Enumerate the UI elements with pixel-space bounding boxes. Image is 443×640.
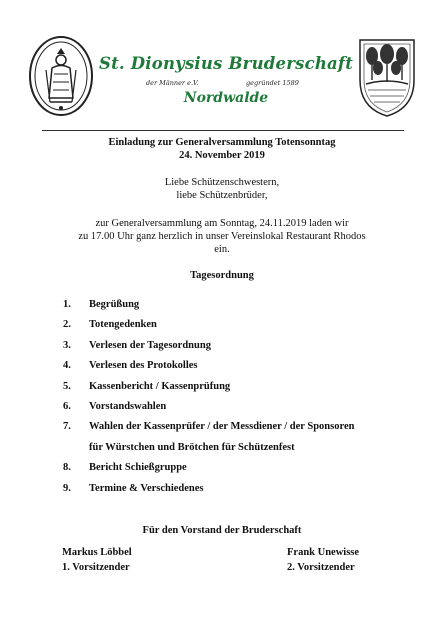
signer-role: 2. Vorsitzender bbox=[287, 562, 355, 573]
signer-name: Markus Löbbel bbox=[62, 547, 132, 558]
org-name: St. Dionysius Bruderschaft bbox=[98, 54, 354, 73]
signature-left bbox=[62, 545, 132, 575]
agenda-item-text: Begrüßung bbox=[89, 299, 140, 310]
saint-seal-icon bbox=[26, 34, 96, 118]
agenda-item-number: 2. bbox=[63, 319, 71, 331]
greeting-line-1: Liebe Schützenschwestern, bbox=[164, 177, 280, 188]
agenda-item bbox=[60, 359, 420, 379]
agenda-item-number: 6. bbox=[63, 400, 71, 412]
agenda-item-text: Bericht Schießgruppe bbox=[89, 462, 187, 474]
org-city: Nordwalde bbox=[183, 90, 269, 106]
agenda-item-number: 3. bbox=[63, 339, 71, 351]
heading-date: 24. November 2019 bbox=[179, 150, 265, 161]
agenda-item bbox=[60, 318, 420, 338]
agenda-title: Tagesordnung bbox=[190, 270, 254, 281]
agenda-item bbox=[60, 339, 420, 359]
agenda-item-text: Wahlen der Kassenprüfer / der Messdiener / der Sponsoren bbox=[89, 421, 355, 433]
signature-heading: Für den Vorstand der Bruderschaft bbox=[142, 525, 302, 536]
greeting bbox=[40, 176, 404, 202]
header-divider bbox=[42, 130, 404, 131]
signer-role: 1. Vorsitzender bbox=[62, 562, 130, 573]
agenda-list bbox=[60, 298, 420, 502]
agenda-item bbox=[60, 400, 420, 420]
agenda-item-number: 4. bbox=[63, 360, 71, 372]
agenda-item-number: 5. bbox=[63, 380, 71, 392]
coat-of-arms-trees-icon bbox=[356, 34, 418, 118]
invitation-line-3: ein. bbox=[214, 244, 230, 255]
agenda-item bbox=[60, 380, 420, 400]
agenda-item-number: 1. bbox=[63, 299, 71, 310]
invitation-line-2: zu 17.00 Uhr ganz herzlich in unser Vereinslokal Restaurant Rhodos bbox=[78, 231, 366, 242]
agenda-item-text: Totengedenken bbox=[89, 319, 157, 331]
heading-line-1: Einladung zur Generalversammlung Totensonntag bbox=[108, 137, 336, 148]
org-subtitle-left: der Männer e.V. bbox=[146, 79, 199, 87]
signer-name: Frank Unewisse bbox=[287, 547, 360, 558]
agenda-item-text: für Würstchen und Brötchen für Schützenfest bbox=[89, 441, 295, 453]
agenda-item-number: 7. bbox=[63, 421, 71, 433]
agenda-item-number: 9. bbox=[63, 482, 71, 494]
org-founded: gegründet 1589 bbox=[246, 79, 299, 87]
greeting-line-2: liebe Schützenbrüder, bbox=[176, 190, 268, 201]
agenda-item-text: Termine & Verschiedenes bbox=[89, 482, 204, 494]
agenda-item-text: Verlesen der Tagesordnung bbox=[89, 339, 211, 351]
agenda-item-number: 8. bbox=[63, 462, 71, 474]
agenda-item-text: Vorstandswahlen bbox=[89, 400, 167, 412]
agenda-item-continuation bbox=[60, 441, 420, 461]
invitation-heading bbox=[40, 136, 404, 162]
agenda-item-text: Verlesen des Protokolles bbox=[89, 360, 198, 372]
agenda-item bbox=[60, 420, 420, 440]
agenda-item bbox=[60, 298, 420, 318]
agenda-item bbox=[60, 461, 420, 481]
agenda-item-text: Kassenbericht / Kassenprüfung bbox=[89, 380, 231, 392]
invitation-text bbox=[40, 217, 404, 256]
agenda-item bbox=[60, 482, 420, 502]
signature-right bbox=[287, 545, 359, 575]
invitation-line-1: zur Generalversammlung am Sonntag, 24.11.2019 laden wir bbox=[95, 218, 349, 229]
